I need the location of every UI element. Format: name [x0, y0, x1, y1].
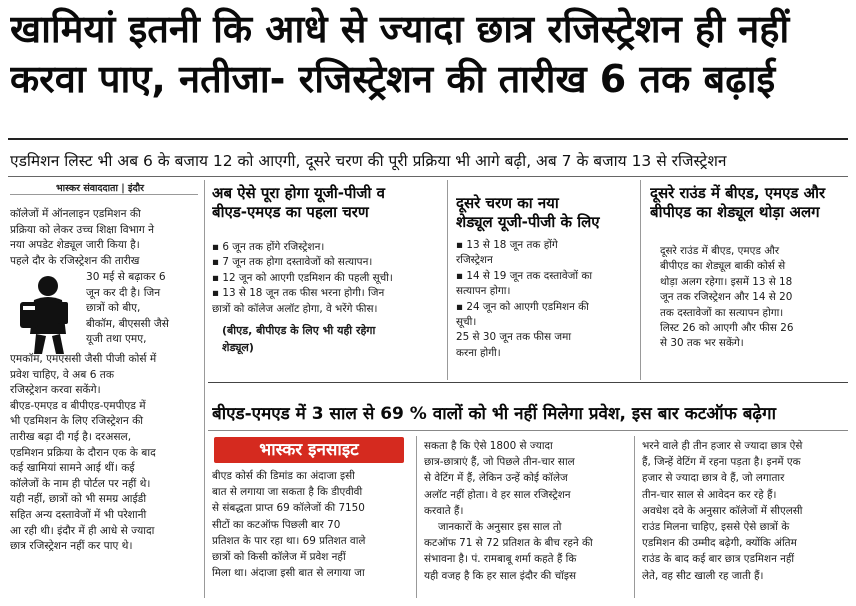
- list-item: लिस्ट 26 को आएगी और फीस 26: [660, 322, 794, 335]
- text-line: हैं, जिन्हें वेटिंग में रहना पड़ता है। इनमें एक: [642, 456, 801, 469]
- list-item: दूसरे राउंड में बीएड, एमएड और: [660, 245, 780, 257]
- text-line: भरने वाले ही तीन हजार से ज्यादा छात्र ऐसे: [642, 440, 803, 452]
- list-item: ▪ 13 से 18 जून तक फीस भरना होगी। जिन: [212, 287, 385, 300]
- box2-title-line: शेड्यूल यूजी-पीजी के लिए: [456, 213, 600, 231]
- list-item: 25 से 30 जून तक फीस जमा: [456, 331, 572, 344]
- text-line: संभावना है। पं. रामबाबू शर्मा कहते हैं कि: [424, 553, 577, 566]
- box2-title: [456, 194, 638, 232]
- text-line: नया अपडेट शेड्यूल जारी किया है।: [10, 239, 140, 252]
- box3-title-line: दूसरे राउंड में बीएड, एमएड और: [650, 184, 826, 202]
- text-line: अलॉट नहीं होता। वे हर साल रजिस्ट्रेशन: [424, 488, 571, 501]
- box2-list: [456, 238, 638, 361]
- box1-list: [212, 240, 444, 317]
- list-item: रजिस्ट्रेशन: [456, 254, 493, 267]
- list-item: ▪ 6 जून तक होंगे रजिस्ट्रेशन।: [212, 241, 325, 253]
- text-line: लेते, वह सीट खाली रह जाती हैं।: [642, 569, 764, 582]
- text-line: से संबद्धता प्राप्त 69 कॉलेजों की 7150: [212, 502, 365, 515]
- left-col-bottom: [10, 352, 198, 555]
- list-item: बीपीएड का शेड्यूल बाकी कोर्स से: [660, 260, 786, 273]
- text-line: जून कर दी है। जिन: [86, 286, 161, 299]
- lower-col2: [424, 438, 628, 584]
- column-separator: [447, 180, 448, 380]
- lower-col1: [212, 468, 408, 581]
- text-line: प्रक्रिया को लेकर उच्च शिक्षा विभाग ने: [10, 223, 155, 236]
- text-line: यूजी तथा एमए,: [86, 333, 147, 346]
- text-line: प्रवेश चाहिए, वे अब 6 तक: [10, 368, 114, 381]
- box3-title: [650, 184, 848, 222]
- text-line: एडमिशन की उम्मीद बढ़ेगी, क्योंकि अंतिम: [642, 537, 797, 550]
- list-item: ▪ 14 से 19 जून तक दस्तावेजों का: [456, 269, 593, 282]
- list-item: ▪ 12 जून को आएगी एडमिशन की पहली सूची।: [212, 271, 393, 284]
- list-item: तक दस्तावेजों का सत्यापन होगा।: [660, 306, 784, 319]
- note-line: शेड्यूल): [222, 341, 254, 354]
- text-line: मिला था। अंदाजा इसी बात से लगाया जा: [212, 567, 365, 580]
- text-line: छात्र रजिस्ट्रेशन नहीं कर पाए थे।: [10, 540, 133, 553]
- box1-title-line: अब ऐसे पूरा होगा यूजी-पीजी व: [212, 184, 385, 202]
- text-line: अवधेश दवे के अनुसार कॉलेजों में सीएलसी: [642, 504, 803, 517]
- text-line: सीटों का कटऑफ पिछली बार 70: [212, 518, 341, 531]
- text-line: हजार से ज्यादा छात्र वे हैं, जो लगातार: [642, 472, 785, 485]
- list-item: ▪ 24 जून को आएगी एडमिशन की: [456, 300, 589, 313]
- list-item: ▪ 7 जून तक होगा दस्तावेजों को सत्यापन।: [212, 256, 373, 269]
- text-line: भी एडमिशन के लिए रजिस्ट्रेशन की: [10, 415, 143, 428]
- text-line: कॉलेजों में ऑनलाइन एडमिशन की: [10, 208, 141, 220]
- text-line: आ रही थी। इंदौर में ही आधे से ज्यादा: [10, 524, 155, 537]
- list-item: ▪ 13 से 18 जून तक होंगे: [456, 239, 558, 251]
- text-line: कई खामियां सामने आई थीं। कई: [10, 462, 135, 475]
- text-line: से वेटिंग में हैं, लेकिन उन्हें कोई कॉलेज: [424, 472, 568, 485]
- list-item: जून तक रजिस्ट्रेशन और 14 से 20: [660, 291, 793, 304]
- byline-rule: [10, 194, 198, 195]
- headline-rule: [8, 138, 848, 140]
- text-line: 30 मई से बढ़ाकर 6: [86, 271, 166, 283]
- text-line: प्रतिशत के पार रहा था। 69 प्रतिशत वाले: [212, 534, 366, 547]
- note-line: (बीएड, बीपीएड के लिए भी यही रहेगा: [222, 324, 376, 337]
- list-item: करना होगी।: [456, 346, 501, 359]
- box1-note: [222, 322, 442, 356]
- text-line: छात्रों को किसी कॉलेज में प्रवेश नहीं: [212, 551, 346, 564]
- text-line: पहले दौर के रजिस्ट्रेशन की तारीख: [10, 254, 140, 267]
- text-line: कॉलेजों के नाम ही पोर्टल पर नहीं थे।: [10, 477, 151, 490]
- text-line: राउंड मिलना चाहिए, इससे ऐसे छात्रों के: [642, 521, 790, 534]
- text-line: एडमिशन प्रक्रिया के दौरान एक के बाद: [10, 446, 156, 459]
- text-line: बीकॉम, बीएससी जैसे: [86, 317, 169, 330]
- text-line: सहित अन्य दस्तावेजों में भी परेशानी: [10, 508, 147, 521]
- list-item: सूची।: [456, 316, 477, 329]
- text-line: यही वजह है कि हर साल इंदौर की चॉइस: [424, 569, 577, 582]
- deck-line: एडमिशन लिस्ट भी अब 6 के बजाय 12 को आएगी, दूसरे चरण की पूरी प्रक्रिया भी आगे बढ़ी, अब 7 के बजाय 13 से रजिस्ट्रेशन: [10, 152, 727, 170]
- list-item: छात्रों को कॉलेज अलॉट होगा, वे भरेंगे फीस।: [212, 302, 378, 315]
- text-line: एमकॉम, एमएससी जैसी पीजी कोर्स में: [10, 353, 157, 365]
- text-line: तीन-चार साल से आवेदन कर रहे हैं।: [642, 488, 777, 501]
- list-item: सत्यापन होगा।: [456, 285, 511, 298]
- list-item: थोड़ा अलग रहेगा। इसमें 13 से 18: [660, 275, 793, 288]
- text-line: बीएड-एमएड व बीपीएड-एमपीएड में: [10, 399, 146, 412]
- left-col-top: [10, 207, 198, 269]
- text-line: छात्रों को बीए,: [86, 302, 141, 315]
- box3-list: [660, 244, 848, 352]
- text-line: सकता है कि ऐसे 1800 से ज्यादा: [424, 440, 553, 452]
- text-line: राउंड के बाद कई बार छात्र एडमिशन नहीं: [642, 553, 795, 566]
- box1-title-line: बीएड-एमएड का पहला चरण: [212, 203, 369, 221]
- text-line: छात्र-छात्राएं हैं, जो पिछले तीन-चार साल: [424, 456, 575, 469]
- text-line: जानकारों के अनुसार इस साल तो: [438, 521, 562, 534]
- box3-title-line: बीपीएड का शेड्यूल थोड़ा अलग: [650, 203, 820, 221]
- headline-line-1: खामियां इतनी कि आधे से ज्यादा छात्र रजिस्ट्रेशन ही नहीं: [10, 7, 790, 51]
- box1-title: [212, 184, 442, 222]
- column-separator: [640, 180, 641, 380]
- text-line: तारीख बढ़ा दी गई है। दरअसल,: [10, 430, 132, 443]
- subhead-rule: [208, 430, 848, 431]
- student-figure-icon: [12, 272, 78, 356]
- box2-title-line: दूसरे चरण का नया: [456, 194, 559, 212]
- text-line: करवाते हैं।: [424, 504, 464, 517]
- text-line: यही नहीं, छात्रों को भी समग्र आईडी: [10, 493, 147, 506]
- lower-subhead: बीएड-एमएड में 3 साल से 69 % वालों को भी नहीं मिलेगा प्रवेश, इस बार कटऑफ बढ़ेगा: [212, 404, 776, 424]
- headline-line-2: करवा पाए, नतीजा- रजिस्ट्रेशन की तारीख 6 तक बढ़ाई: [10, 57, 776, 101]
- text-line: कटऑफ 71 से 72 प्रतिशत के बीच रहने की: [424, 537, 593, 550]
- column-separator: [634, 436, 635, 598]
- text-line: रजिस्ट्रेशन करवा सकेंगे।: [10, 384, 101, 397]
- lower-rule: [208, 382, 848, 383]
- list-item: से 30 तक भर सकेंगे।: [660, 337, 744, 350]
- column-separator: [204, 180, 205, 598]
- column-separator: [416, 436, 417, 598]
- insight-badge: भास्कर इनसाइट: [214, 437, 404, 463]
- text-line: बीएड कोर्स की डिमांड का अंदाजा इसी: [212, 470, 355, 482]
- lower-col3: [642, 438, 848, 584]
- text-line: बात से लगाया जा सकता है कि डीएवीवी: [212, 486, 363, 499]
- left-col-wrap: [86, 270, 198, 348]
- byline: भास्कर संवाददाता | इंदौर: [56, 183, 145, 194]
- deck-rule: [8, 176, 848, 177]
